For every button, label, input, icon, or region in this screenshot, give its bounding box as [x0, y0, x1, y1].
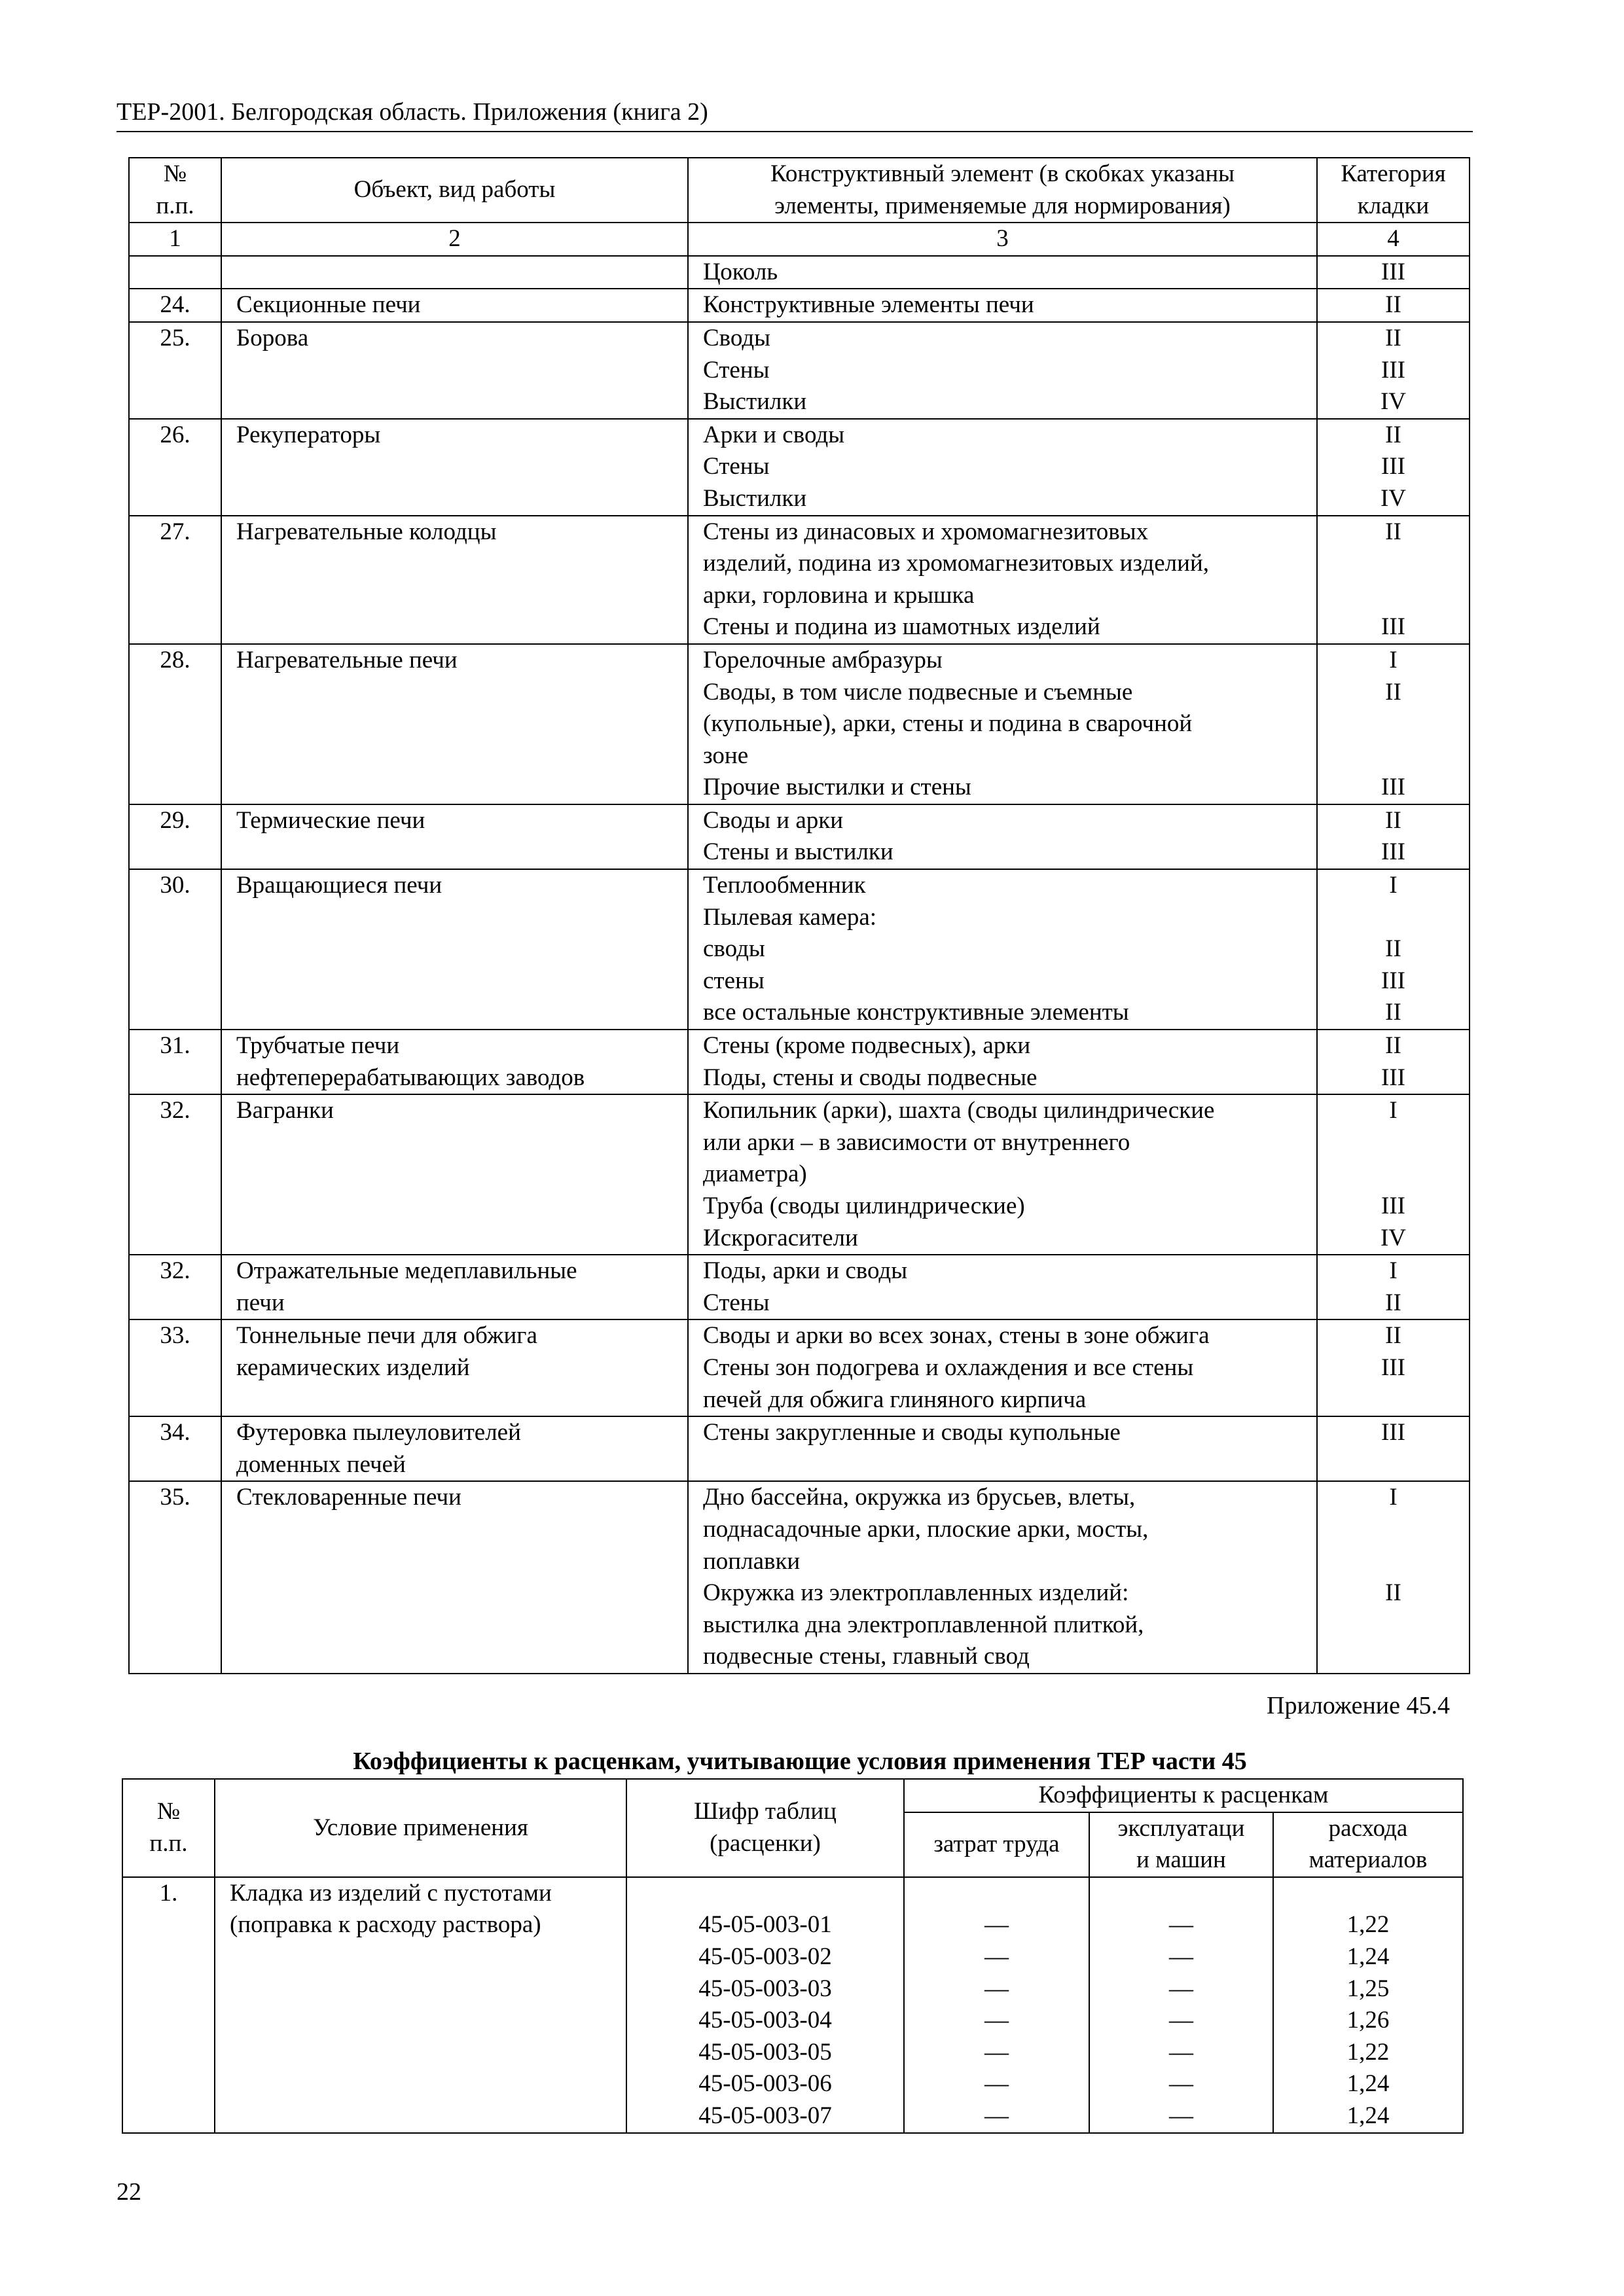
coefficients-table-title: Коэффициенты к расценкам, учитывающие условия применения ТЕР части 45: [353, 1748, 1247, 1775]
object-line: доменных печей: [236, 1450, 406, 1478]
category-line: [1318, 1609, 1469, 1641]
header-materials-line1: расхода: [1328, 1814, 1408, 1842]
table-row: [129, 1030, 1470, 1094]
header-number-line1: №: [163, 160, 187, 187]
table-row: [129, 869, 1470, 1030]
row-elements: [688, 644, 1317, 804]
row-object: [221, 1481, 688, 1674]
labor-line: —: [984, 2007, 1009, 2034]
category-line: III: [1381, 1193, 1405, 1219]
labor-line: —: [984, 1943, 1009, 1970]
category-line: [1318, 1127, 1469, 1159]
row-categories: [1317, 1030, 1470, 1094]
category-line: II: [1385, 518, 1401, 545]
element-line: зоне: [703, 742, 749, 769]
category-line: II: [1385, 999, 1401, 1026]
code-line: 45-05-003-03: [698, 1975, 832, 2002]
object-line: Вагранки: [236, 1097, 334, 1124]
element-line: Дно бассейна, окружка из брусьев, влеты,: [703, 1484, 1136, 1511]
category-line: III: [1381, 1354, 1405, 1381]
category-line: III: [1381, 258, 1405, 285]
header-element-line2: элементы, применяемые для нормирования): [774, 192, 1231, 219]
element-line: Прочие выстилки и стены: [703, 774, 971, 801]
code-line: 45-05-003-07: [698, 2102, 832, 2129]
category-line: III: [1381, 774, 1405, 801]
row-elements: [688, 869, 1317, 1030]
category-line: II: [1385, 1322, 1401, 1350]
element-line: или арки – в зависимости от внутреннего: [703, 1128, 1130, 1156]
category-line: II: [1385, 421, 1401, 448]
element-line: Арки и своды: [703, 421, 845, 448]
table-header-row: [129, 158, 1470, 223]
labor-line: —: [984, 1975, 1009, 2002]
table-row: [129, 1319, 1470, 1416]
element-line: Стены: [703, 356, 770, 384]
row-object: [221, 1416, 688, 1481]
row-categories: [1317, 289, 1470, 322]
category-line: III: [1381, 453, 1405, 480]
row-object: [221, 644, 688, 804]
column-number: 1: [129, 223, 221, 256]
labor-line: [905, 1878, 1089, 1910]
category-line: III: [1381, 1419, 1405, 1446]
row-elements: [688, 804, 1317, 869]
category-line: [1318, 740, 1469, 772]
element-line: Стены закругленные и своды купольные: [703, 1419, 1121, 1446]
element-line: Стены: [703, 1289, 770, 1316]
element-line: Стены и подина из шамотных изделий: [703, 613, 1100, 641]
row-object: [221, 322, 688, 419]
category-line: I: [1389, 1097, 1398, 1124]
row-number: [129, 256, 221, 289]
category-line: [1318, 1384, 1469, 1416]
category-line: II: [1385, 291, 1401, 319]
object-line: Стекловаренные печи: [236, 1484, 461, 1511]
labor-line: —: [984, 2038, 1009, 2066]
element-line: диаметра): [703, 1160, 807, 1188]
row-object: [221, 804, 688, 869]
furnace-categories-table: [128, 157, 1470, 1674]
header-code: [626, 1779, 904, 1877]
category-line: I: [1389, 1257, 1398, 1285]
page-number: 22: [117, 2178, 141, 2206]
category-line: I: [1389, 646, 1398, 673]
table-row: [129, 419, 1470, 516]
row-materials: [1273, 1877, 1463, 2133]
header-machines-line2: и машин: [1136, 1846, 1226, 1874]
row-codes: [626, 1877, 904, 2133]
materials-line: [1274, 1878, 1462, 1910]
code-line: 45-05-003-05: [698, 2038, 832, 2066]
row-categories: [1317, 419, 1470, 516]
category-line: II: [1385, 806, 1401, 834]
header-number: [129, 158, 221, 223]
row-number: 32.: [129, 1255, 221, 1319]
header-category-line1: Категория: [1341, 160, 1446, 187]
table-row: [129, 1094, 1470, 1255]
row-condition: [215, 1877, 626, 2133]
row-object: [221, 1094, 688, 1255]
category-line: I: [1389, 1484, 1398, 1511]
header-category: [1317, 158, 1470, 223]
row-number: 1.: [122, 1877, 215, 2133]
object-line: Вращающиеся печи: [236, 872, 442, 899]
category-line: III: [1381, 356, 1405, 384]
table-row: [129, 322, 1470, 419]
category-line: II: [1385, 1579, 1401, 1607]
element-line: арки, горловина и крышка: [703, 581, 975, 609]
category-line: IV: [1380, 484, 1407, 512]
header-code-line2: (расценки): [710, 1829, 821, 1857]
element-line: Поды, арки и своды: [703, 1257, 908, 1285]
row-object: [221, 256, 688, 289]
code-line: [627, 1878, 903, 1910]
object-line: нефтеперерабатывающих заводов: [236, 1064, 585, 1091]
row-categories: [1317, 804, 1470, 869]
row-object: [221, 516, 688, 644]
category-line: II: [1385, 935, 1401, 963]
element-line: Стены и выстилки: [703, 838, 893, 866]
object-line: керамических изделий: [236, 1354, 470, 1381]
row-elements: [688, 1416, 1317, 1481]
object-line: Нагревательные колодцы: [236, 518, 497, 545]
category-line: III: [1381, 967, 1405, 994]
header-condition: Условие применения: [215, 1779, 626, 1877]
category-line: III: [1381, 613, 1405, 641]
table-header-row: [122, 1779, 1463, 1812]
element-line: Искрогасители: [703, 1224, 858, 1251]
machines-line: —: [1169, 1943, 1193, 1970]
coefficients-table: [122, 1778, 1464, 2134]
element-line: Труба (своды цилиндрические): [703, 1193, 1025, 1219]
element-line: изделий, подина из хромомагнезитовых изделий,: [703, 550, 1209, 577]
object-line: Тоннельные печи для обжига: [236, 1322, 537, 1350]
category-line: [1318, 902, 1469, 934]
header-materials-line2: материалов: [1308, 1846, 1428, 1874]
row-number: 24.: [129, 289, 221, 322]
column-number: 2: [221, 223, 688, 256]
row-categories: [1317, 322, 1470, 419]
materials-line: 1,24: [1346, 1943, 1390, 1970]
row-object: [221, 1319, 688, 1416]
table-row: [129, 1481, 1470, 1674]
category-line: [1318, 708, 1469, 740]
row-object: [221, 1030, 688, 1094]
row-number: 29.: [129, 804, 221, 869]
header-code-line1: Шифр таблиц: [694, 1798, 837, 1825]
row-number: 35.: [129, 1481, 221, 1674]
row-number: 26.: [129, 419, 221, 516]
element-line: Выстилки: [703, 484, 807, 512]
element-line: своды: [703, 935, 765, 963]
category-line: II: [1385, 678, 1401, 706]
element-line: Стены из динасовых и хромомагнезитовых: [703, 518, 1149, 545]
column-number: 3: [688, 223, 1317, 256]
category-line: [1318, 1641, 1469, 1673]
machines-line: —: [1169, 2007, 1193, 2034]
category-line: IV: [1380, 1224, 1407, 1251]
machines-line: —: [1169, 2102, 1193, 2129]
header-labor: затрат труда: [904, 1812, 1089, 1877]
materials-line: 1,24: [1346, 2070, 1390, 2098]
row-categories: [1317, 869, 1470, 1030]
category-line: I: [1389, 872, 1398, 899]
row-categories: [1317, 1319, 1470, 1416]
row-categories: [1317, 1094, 1470, 1255]
condition-line: Кладка из изделий с пустотами: [230, 1879, 552, 1907]
category-line: [1318, 1514, 1469, 1546]
row-number: 27.: [129, 516, 221, 644]
category-line: IV: [1380, 388, 1407, 416]
code-line: 45-05-003-01: [698, 1911, 832, 1939]
machines-line: [1090, 1878, 1272, 1910]
row-object: [221, 419, 688, 516]
row-categories: [1317, 644, 1470, 804]
element-line: Своды, в том числе подвесные и съемные: [703, 678, 1133, 706]
column-number-row: [129, 223, 1470, 256]
element-line: Теплообменник: [703, 872, 866, 899]
table-row: [129, 256, 1470, 289]
materials-line: 1,25: [1346, 1975, 1390, 2002]
labor-line: —: [984, 2070, 1009, 2098]
element-line: поднасадочные арки, плоские арки, мосты,: [703, 1515, 1149, 1543]
element-line: Своды и арки во всех зонах, стены в зоне обжига: [703, 1322, 1210, 1350]
element-line: подвесные стены, главный свод: [703, 1643, 1030, 1670]
table-row: [129, 804, 1470, 869]
header-element: [688, 158, 1317, 223]
row-categories: [1317, 1481, 1470, 1674]
machines-line: —: [1169, 2038, 1193, 2066]
object-line: Футеровка пылеуловителей: [236, 1419, 521, 1446]
element-line: Цоколь: [703, 258, 778, 285]
running-header: ТЕР-2001. Белгородская область. Приложения (книга 2): [117, 98, 708, 126]
element-line: все остальные конструктивные элементы: [703, 999, 1129, 1026]
table-row: [129, 644, 1470, 804]
category-line: [1318, 580, 1469, 612]
header-number-line2: п.п.: [149, 1829, 188, 1857]
table-row: [129, 1416, 1470, 1481]
header-machines: [1089, 1812, 1273, 1877]
row-elements: [688, 1319, 1317, 1416]
element-line: Горелочные амбразуры: [703, 646, 943, 673]
object-line: Рекуператоры: [236, 421, 381, 448]
row-number: 31.: [129, 1030, 221, 1094]
object-line: Трубчатые печи: [236, 1032, 400, 1060]
row-number: 25.: [129, 322, 221, 419]
element-line: Копильник (арки), шахта (своды цилиндрические: [703, 1097, 1215, 1124]
object-line: Борова: [236, 324, 309, 351]
column-number: 4: [1317, 223, 1470, 256]
code-line: 45-05-003-02: [698, 1943, 832, 1970]
row-machines: [1089, 1877, 1273, 2133]
element-line: Окружка из электроплавленных изделий:: [703, 1579, 1129, 1607]
labor-line: —: [984, 1911, 1009, 1939]
appendix-label: Приложение 45.4: [1267, 1692, 1450, 1719]
object-line: [236, 257, 687, 289]
table-row: [129, 1255, 1470, 1319]
element-line: Конструктивные элементы печи: [703, 291, 1034, 319]
header-number-line1: №: [156, 1798, 181, 1825]
row-categories: [1317, 1416, 1470, 1481]
row-number: 32.: [129, 1094, 221, 1255]
materials-line: 1,22: [1346, 2038, 1390, 2066]
category-line: III: [1381, 838, 1405, 866]
header-machines-line1: эксплуатаци: [1117, 1814, 1245, 1842]
row-elements: [688, 1255, 1317, 1319]
row-elements: [688, 1481, 1317, 1674]
materials-line: 1,26: [1346, 2007, 1390, 2034]
row-number: 28.: [129, 644, 221, 804]
row-elements: [688, 289, 1317, 322]
row-number: 33.: [129, 1319, 221, 1416]
machines-line: —: [1169, 1975, 1193, 2002]
object-line: Термические печи: [236, 806, 425, 834]
row-elements: [688, 1030, 1317, 1094]
element-line: Стены: [703, 453, 770, 480]
row-categories: [1317, 256, 1470, 289]
condition-line: (поправка к расходу раствора): [230, 1911, 541, 1939]
element-line: Своды и арки: [703, 806, 844, 834]
row-number: 34.: [129, 1416, 221, 1481]
row-object: [221, 289, 688, 322]
table-row: [129, 289, 1470, 322]
materials-line: 1,22: [1346, 1911, 1390, 1939]
row-categories: [1317, 1255, 1470, 1319]
object-line: Отражательные медеплавильные: [236, 1257, 577, 1285]
header-coefficients-group: Коэффициенты к расценкам: [904, 1779, 1463, 1812]
header-number-line2: п.п.: [156, 192, 194, 219]
category-line: II: [1385, 324, 1401, 351]
table-row: [122, 1877, 1463, 2133]
category-line: [1318, 1158, 1469, 1191]
object-line: Нагревательные печи: [236, 646, 458, 673]
object-line: печи: [236, 1289, 285, 1316]
element-line: печей для обжига глиняного кирпича: [703, 1386, 1087, 1413]
category-line: II: [1385, 1289, 1401, 1316]
category-line: [1318, 1546, 1469, 1578]
row-number: 30.: [129, 869, 221, 1030]
row-object: [221, 869, 688, 1030]
row-elements: [688, 516, 1317, 644]
category-line: III: [1381, 1064, 1405, 1091]
materials-line: 1,24: [1346, 2102, 1390, 2129]
code-line: 45-05-003-06: [698, 2070, 832, 2098]
header-number: [122, 1779, 215, 1877]
element-line: Стены зон подогрева и охлаждения и все стены: [703, 1354, 1194, 1381]
row-elements: [688, 419, 1317, 516]
code-line: 45-05-003-04: [698, 2007, 832, 2034]
header-element-line1: Конструктивный элемент (в скобках указаны: [770, 160, 1235, 187]
header-category-line2: кладки: [1357, 192, 1430, 219]
element-line: Пылевая камера:: [703, 903, 877, 931]
element-line: стены: [703, 967, 765, 994]
element-line: выстилка дна электроплавленной плиткой,: [703, 1611, 1144, 1638]
header-materials: [1273, 1812, 1463, 1877]
header-object: Объект, вид работы: [221, 158, 688, 223]
machines-line: —: [1169, 2070, 1193, 2098]
element-line: поплавки: [703, 1547, 801, 1575]
row-elements: [688, 256, 1317, 289]
element-line: Стены (кроме подвесных), арки: [703, 1032, 1031, 1060]
element-line: Выстилки: [703, 388, 807, 416]
row-elements: [688, 322, 1317, 419]
object-line: Секционные печи: [236, 291, 421, 319]
element-line: (купольные), арки, стены и подина в сварочной: [703, 710, 1193, 738]
machines-line: —: [1169, 1911, 1193, 1939]
table-row: [129, 516, 1470, 644]
element-line: Поды, стены и своды подвесные: [703, 1064, 1038, 1091]
labor-line: —: [984, 2102, 1009, 2129]
row-object: [221, 1255, 688, 1319]
category-line: [1318, 548, 1469, 580]
element-line: Своды: [703, 324, 771, 351]
row-elements: [688, 1094, 1317, 1255]
row-categories: [1317, 516, 1470, 644]
row-labor: [904, 1877, 1089, 2133]
header-rule: [117, 131, 1473, 132]
category-line: II: [1385, 1032, 1401, 1060]
